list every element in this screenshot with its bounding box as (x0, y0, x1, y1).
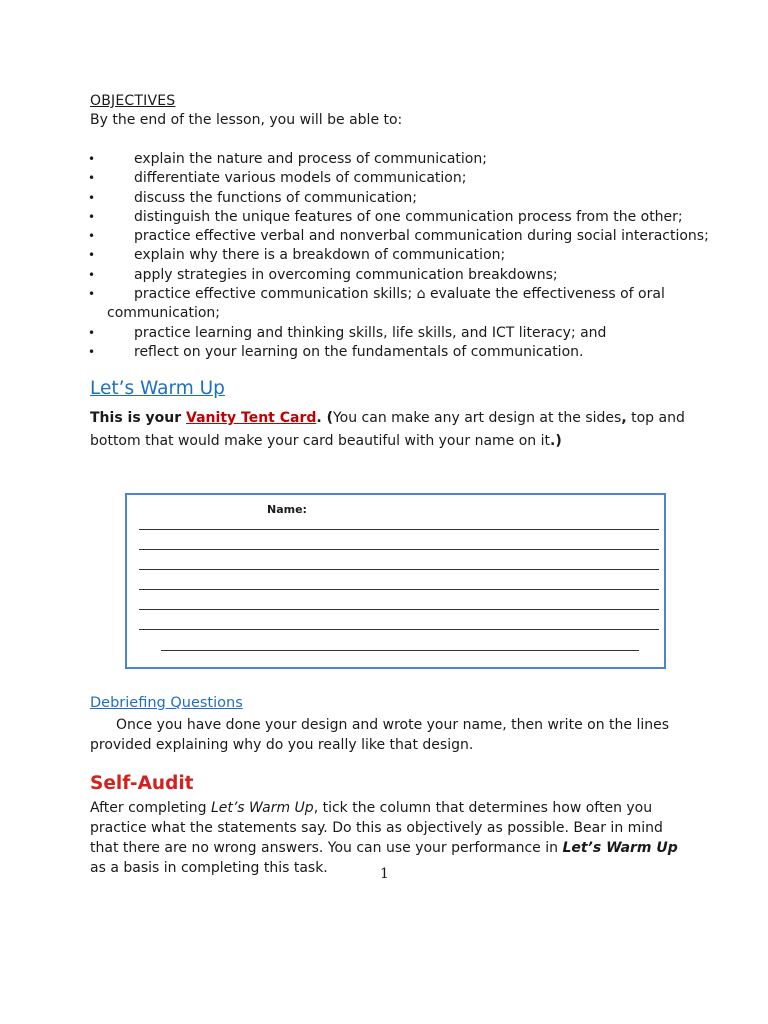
objective-text: apply strategies in overcoming communication breakdowns; (134, 266, 558, 283)
objective-text: distinguish the unique features of one communication process from the other; (134, 208, 683, 225)
intro-punct: . ( (316, 410, 333, 426)
intro-rest-text-2: top and bottom that would make your card beautiful with your name on it (90, 410, 685, 449)
list-item (0, 285, 768, 324)
list-item (0, 150, 768, 169)
objective-text: explain why there is a breakdown of communication; (134, 247, 506, 264)
list-item (0, 169, 768, 188)
list-item (0, 343, 768, 362)
name-label: Name: (267, 503, 307, 516)
list-item (0, 208, 768, 227)
write-line[interactable] (139, 549, 659, 550)
write-line[interactable] (139, 529, 659, 530)
vanity-tent-card-term: Vanity Tent Card (186, 410, 317, 426)
page-number: 1 (380, 866, 389, 882)
objective-text: practice learning and thinking skills, life skills, and ICT literacy; and (134, 324, 607, 341)
audit-text-3: as a basis in completing this task. (90, 860, 328, 876)
list-item (0, 266, 768, 285)
intro-comma: , (621, 410, 627, 426)
bullet-icon: • (88, 171, 96, 186)
objective-text: discuss the functions of communication; (134, 189, 417, 206)
list-item (0, 324, 768, 343)
write-line[interactable] (139, 589, 659, 590)
audit-italic-ref: Let’s Warm Up (210, 800, 314, 816)
objective-text: differentiate various models of communication; (134, 170, 467, 187)
objectives-intro: By the end of the lesson, you will be able to: (90, 112, 403, 128)
write-line[interactable] (139, 629, 659, 630)
objective-text-continued: communication; (107, 305, 220, 322)
bullet-icon: • (88, 325, 96, 340)
warm-up-heading: Let’s Warm Up (90, 378, 225, 399)
audit-bold-italic-ref: Let’s Warm Up (562, 840, 678, 856)
objective-text: explain the nature and process of communication; (134, 151, 487, 167)
bullet-icon: • (88, 267, 96, 282)
objective-text: reflect on your learning on the fundamentals of communication. (134, 343, 584, 360)
debriefing-heading: Debriefing Questions (90, 695, 243, 711)
write-line[interactable] (161, 650, 639, 651)
list-item (0, 227, 768, 246)
list-item (0, 246, 768, 265)
audit-text-1: After completing (90, 800, 211, 816)
objective-text: practice effective communication skills; ⌂ evaluate the effectiveness of oral (134, 286, 665, 303)
bullet-icon: • (88, 344, 96, 359)
list-item (0, 189, 768, 208)
bullet-icon: • (88, 190, 96, 205)
write-line[interactable] (139, 569, 659, 570)
self-audit-heading: Self-Audit (90, 773, 194, 794)
vanity-card-intro (90, 407, 690, 453)
bullet-icon: • (88, 152, 96, 166)
objectives-title: OBJECTIVES (90, 93, 176, 109)
bullet-icon: • (88, 287, 96, 302)
debriefing-text: Once you have done your design and wrote your name, then write on the lines provided explaining why do you really like that design. (90, 717, 669, 753)
bullet-icon: • (88, 229, 96, 244)
bullet-icon: • (88, 209, 96, 224)
vanity-tent-card-box (125, 493, 666, 669)
audit-text-2: , tick the column that determines how often you practice what the statements say. Do this as objectively as possible. Bear in mind that there are no wrong answers. You can use your performance in (90, 800, 663, 856)
objective-text: practice effective verbal and nonverbal communication during social interactions; (134, 228, 709, 245)
intro-end: .) (550, 433, 562, 449)
objectives-list (0, 150, 768, 362)
intro-rest-text: You can make any art design at the sides (332, 410, 622, 426)
write-line[interactable] (139, 609, 659, 610)
bullet-icon: • (88, 248, 96, 263)
intro-bold-text: This is your (90, 410, 187, 426)
